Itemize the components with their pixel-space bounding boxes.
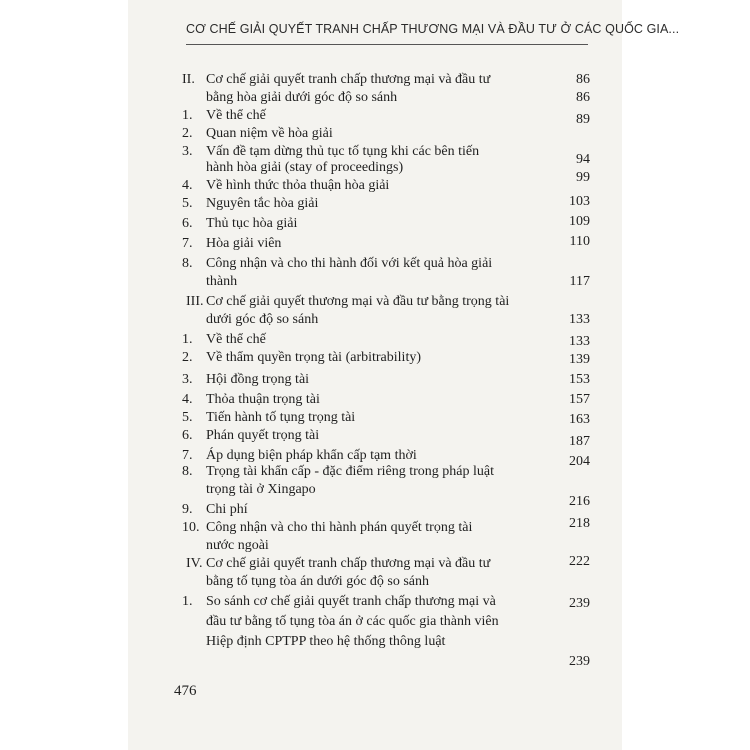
entry-title: Cơ chế giải quyết thương mại và đầu tư bằng trọng tài: [206, 294, 510, 309]
entry-page: 204: [569, 454, 590, 469]
entry-page: 218: [569, 516, 590, 531]
entry-title: Hiệp định CPTPP theo hệ thống thông luật: [206, 634, 446, 649]
entry-number: IV.: [186, 556, 203, 571]
entry-title: Về thẩm quyền trọng tài (arbitrability): [206, 350, 421, 365]
entry-title: Công nhận và cho thi hành phán quyết trọng tài: [206, 520, 473, 535]
entry-title: Công nhận và cho thi hành đối với kết quả hòa giải: [206, 256, 493, 271]
entry-number: 3.: [182, 372, 193, 387]
entry-page: 86: [576, 72, 590, 87]
entry-number: 7.: [182, 448, 193, 463]
entry-number: III.: [186, 294, 204, 309]
entry-title: bằng tố tụng tòa án dưới góc độ so sánh: [206, 574, 430, 589]
entry-title: Chi phí: [206, 502, 248, 517]
entry-number: 5.: [182, 196, 193, 211]
entry-page: 86: [576, 90, 590, 105]
entry-title: Cơ chế giải quyết tranh chấp thương mại và đầu tư: [206, 556, 491, 571]
entry-title: đầu tư bằng tố tụng tòa án ở các quốc gia thành viên: [206, 614, 499, 629]
entry-number: 1.: [182, 108, 193, 123]
entry-title: Về thể chế: [206, 332, 266, 347]
entry-number: 2.: [182, 350, 193, 365]
entry-number: 8.: [182, 256, 193, 271]
entry-title: Hội đồng trọng tài: [206, 372, 310, 387]
entry-page: 109: [569, 214, 590, 229]
running-header: CƠ CHẾ GIẢI QUYẾT TRANH CHẤP THƯƠNG MẠI VÀ ĐẦU TƯ Ở CÁC QUỐC GIA...: [186, 22, 680, 36]
entry-number: II.: [182, 72, 195, 87]
entry-page: 110: [569, 234, 590, 249]
entry-title: bằng hòa giải dưới góc độ so sánh: [206, 90, 398, 105]
entry-page: 99: [576, 170, 590, 185]
entry-page: 153: [569, 372, 590, 387]
entry-number: 4.: [182, 392, 193, 407]
entry-number: 2.: [182, 126, 193, 141]
entry-title: nước ngoài: [206, 538, 269, 553]
entry-title: trọng tài ở Xingapo: [206, 482, 316, 497]
entry-title: thành: [206, 274, 238, 289]
entry-number: 9.: [182, 502, 193, 517]
entry-title: Nguyên tắc hòa giải: [206, 196, 319, 211]
entry-title: Trọng tài khẩn cấp - đặc điểm riêng trong pháp luật: [206, 464, 494, 479]
entry-page: 139: [569, 352, 590, 367]
entry-page: 187: [569, 434, 590, 449]
entry-title: Về hình thức thỏa thuận hòa giải: [206, 178, 390, 193]
entry-title: Thủ tục hòa giải: [206, 216, 298, 231]
entry-page: 239: [569, 596, 590, 611]
page-number: 476: [174, 683, 197, 699]
entry-title: hành hòa giải (stay of proceedings): [206, 160, 404, 175]
entry-number: 5.: [182, 410, 193, 425]
entry-title: Vấn đề tạm dừng thủ tục tố tụng khi các bên tiến: [206, 144, 480, 159]
entry-page: 133: [569, 334, 590, 349]
entry-number: 1.: [182, 332, 193, 347]
entry-page: 157: [569, 392, 590, 407]
entry-number: 3.: [182, 144, 193, 159]
entry-page: 89: [576, 112, 590, 127]
entry-title: dưới góc độ so sánh: [206, 312, 319, 327]
entry-number: 10.: [182, 520, 200, 535]
entry-page: 94: [576, 152, 590, 167]
entry-number: 1.: [182, 594, 193, 609]
entry-page: 163: [569, 412, 590, 427]
entry-number: 7.: [182, 236, 193, 251]
entry-page: 222: [569, 554, 590, 569]
entry-title: Quan niệm về hòa giải: [206, 126, 333, 141]
entry-page: 239: [569, 654, 590, 669]
entry-title: Thỏa thuận trọng tài: [206, 392, 320, 407]
entry-page: 216: [569, 494, 590, 509]
entry-title: Tiến hành tố tụng trọng tài: [206, 410, 356, 425]
entry-page: 133: [569, 312, 590, 327]
entry-number: 4.: [182, 178, 193, 193]
entry-number: 6.: [182, 428, 193, 443]
entry-title: Cơ chế giải quyết tranh chấp thương mại và đầu tư: [206, 72, 491, 87]
entry-page: 117: [569, 274, 590, 289]
entry-title: So sánh cơ chế giải quyết tranh chấp thương mại và: [206, 594, 496, 609]
entry-title: Hòa giải viên: [206, 236, 282, 251]
entry-title: Về thể chế: [206, 108, 266, 123]
entry-title: Phán quyết trọng tài: [206, 428, 320, 443]
entry-number: 6.: [182, 216, 193, 231]
entry-title: Áp dụng biện pháp khẩn cấp tạm thời: [206, 448, 417, 463]
entry-page: 103: [569, 194, 590, 209]
entry-number: 8.: [182, 464, 193, 479]
